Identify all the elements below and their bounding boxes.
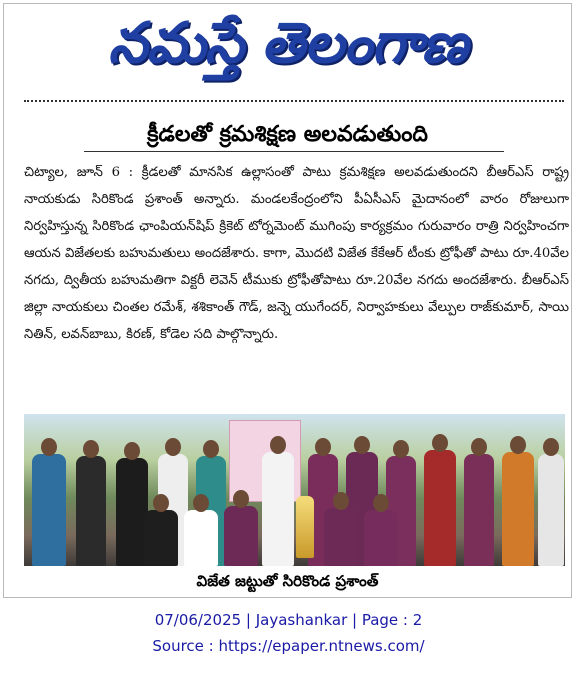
person-figure bbox=[364, 510, 398, 566]
person-figure bbox=[324, 508, 358, 566]
cut-text-line bbox=[24, 100, 564, 107]
person-head bbox=[203, 440, 219, 458]
person-figure bbox=[144, 510, 178, 566]
person-figure bbox=[184, 510, 218, 566]
person-figure bbox=[424, 450, 456, 566]
person-head bbox=[153, 494, 169, 512]
person-figure bbox=[262, 452, 294, 566]
person-figure bbox=[32, 454, 66, 566]
person-figure bbox=[224, 506, 258, 566]
person-head bbox=[333, 492, 349, 510]
source-link[interactable]: Source : https://epaper.ntnews.com/ bbox=[152, 637, 425, 655]
newspaper-clipping bbox=[3, 3, 572, 598]
person-head bbox=[315, 438, 331, 456]
person-head bbox=[432, 434, 448, 452]
person-head bbox=[270, 436, 286, 454]
person-head bbox=[393, 440, 409, 458]
person-head bbox=[543, 438, 559, 456]
article-body: చిట్యాల, జూన్ 6 : క్రీడలతో మానసిక ఉల్లాసంతో పాటు క్రమశిక్షణ అలవడుతుందని బీఆర్ఎస్ రాష్ట్ర నాయకుడు సిరికొండ ప్రశాంత్ అన్నారు. మండలకేంద్రంలోని పీఏసీఎస్ మైదానంలో వారం రోజులుగా నిర్వహిస్తున్న సిరికొండ ఛాంపియన్‌షిప్ క్రికెట్ టోర్నమెంట్ ముగింపు కార్యక్రమం గురువారం రాత్రి నిర్వహించగా ఆయన విజేతలకు బహుమతులు అందజేశారు. కాగా, మొదటి విజేత కేకేఆర్ టీంకు ట్రోఫీతో పాటు రూ.40వేల నగదు, ద్వితీయ బహుమతిగా విక్టరీ లెవెన్ టీముకు ట్రోఫీతోపాటు రూ.20వేల నగదు అందజేశారు. బీఆర్ఎస్ జిల్లా నాయకులు చింతల రమేశ్, శశికాంత్ గౌడ్, జన్నె యుగేందర్, నిర్వాహకులు వేల్పుల రాజ్‌కుమార్, సాయి నితిన్, లవన్‌బాబు, కిరణ్, కోడెల సది పాల్గొన్నారు. bbox=[24, 165, 569, 342]
article-headline: క్రీడలతో క్రమశిక్షణ అలవడుతుంది bbox=[147, 122, 428, 147]
trophy bbox=[296, 496, 314, 558]
headline-divider bbox=[84, 151, 504, 152]
photo-caption: విజేత జట్టుతో సిరికొండ ప్రశాంత్ bbox=[196, 572, 379, 590]
person-figure bbox=[502, 452, 534, 566]
team-photo bbox=[24, 414, 565, 566]
person-head bbox=[354, 436, 370, 454]
person-head bbox=[471, 438, 487, 456]
person-head bbox=[510, 436, 526, 454]
person-head bbox=[373, 494, 389, 512]
person-head bbox=[193, 494, 209, 512]
newspaper-masthead: నమస్తే తెలంగాణ bbox=[108, 11, 467, 76]
person-head bbox=[124, 442, 140, 460]
person-figure bbox=[464, 454, 494, 566]
person-head bbox=[233, 490, 249, 508]
edition-info: 07/06/2025 | Jayashankar | Page : 2 bbox=[154, 611, 423, 629]
person-head bbox=[41, 438, 57, 456]
person-figure bbox=[76, 456, 106, 566]
person-head bbox=[165, 438, 181, 456]
person-figure bbox=[538, 454, 564, 566]
person-head bbox=[83, 440, 99, 458]
